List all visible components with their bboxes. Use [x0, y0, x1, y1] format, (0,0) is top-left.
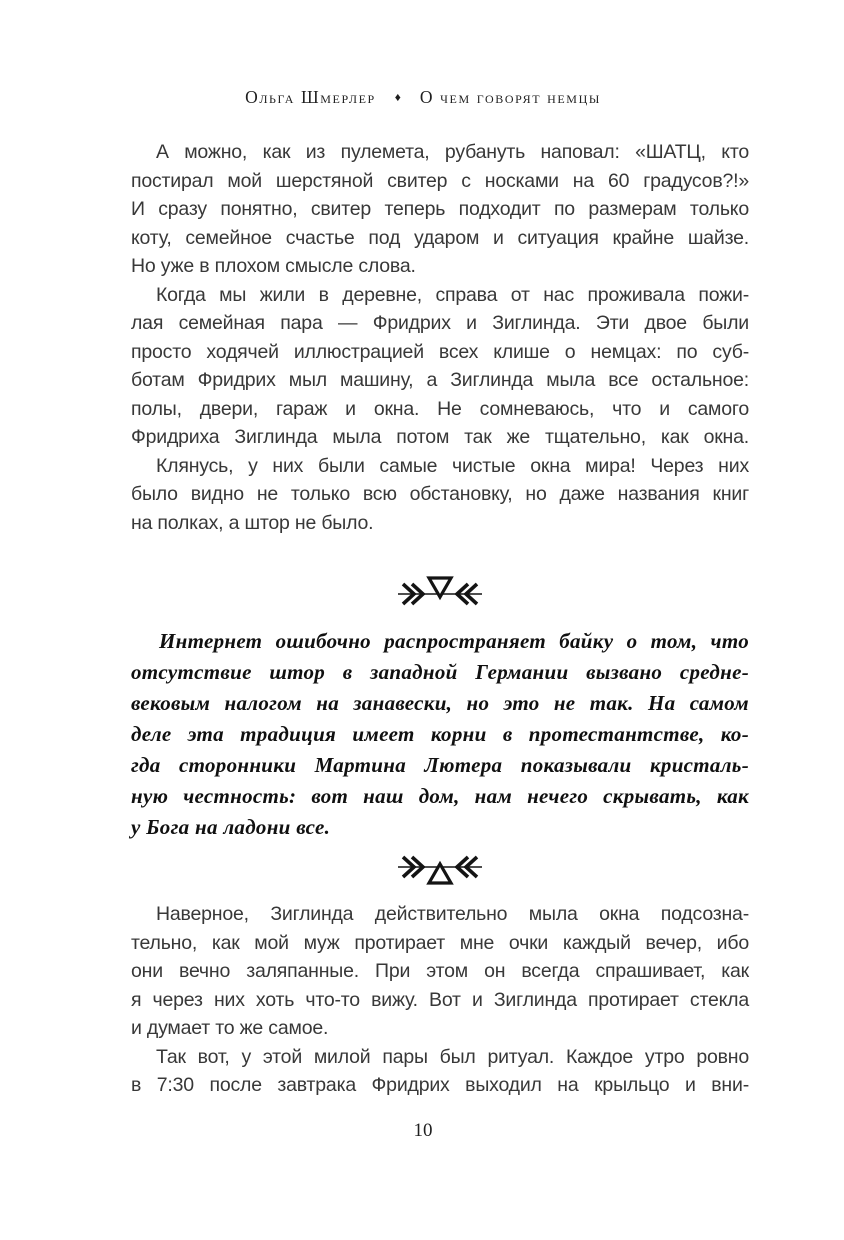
paragraph: [131, 900, 749, 1043]
text-line: ботам Фридрих мыл машину, а Зиглинда мыла все остальное:: [131, 369, 749, 391]
paragraph: [131, 138, 749, 281]
text-line: И сразу понятно, свитер теперь подходит по размерам только: [131, 198, 749, 220]
text-line: в 7:30 после завтрака Фридрих выходил на крыльцо и вни-: [131, 1074, 749, 1096]
text-line: Фридриха Зиглинда мыла потом так же тщательно, как окна.: [131, 426, 749, 448]
text-line: я через них хоть что-то вижу. Вот и Зиглинда протирает стекла: [131, 988, 749, 1011]
paragraph: [131, 1043, 749, 1100]
running-header: [113, 87, 733, 108]
text-line: на полках, а штор не было.: [131, 511, 374, 534]
text-line: и думает то же самое.: [131, 1017, 329, 1039]
text-line: Интернет ошибочно распространяет байку о том, что: [159, 629, 749, 653]
text-line: лая семейная пара — Фридрих и Зиглинда. Эти двое были: [131, 312, 749, 334]
text-line: Когда мы жили в деревне, справа от нас проживала пожи-: [156, 283, 749, 306]
text-line: Наверное, Зиглинда действительно мыла окна подсозна-: [156, 903, 749, 925]
text-line: Так вот, у этой милой пары был ритуал. Каждое утро ровно: [156, 1045, 749, 1068]
paragraph: [131, 452, 749, 538]
text-line: коту, семейное счастье под ударом и ситуация крайне шайзе.: [131, 226, 749, 249]
text-block: [131, 138, 749, 1100]
section-divider-triangle-up-icon: [131, 847, 749, 891]
page-number: 10: [413, 1120, 433, 1141]
text-line: ную честность: вот наш дом, нам нечего скрывать, как: [131, 784, 749, 808]
diamond-separator-icon: ♦: [394, 90, 401, 104]
text-line: Но уже в плохом смысле слова.: [131, 255, 416, 277]
text-line: гда сторонники Мартина Лютера показывали кристаль-: [131, 753, 749, 777]
text-line: постирал мой шерстяной свитер с носками на 60 градусов?!»: [131, 169, 749, 192]
text-line: деле эта традиция имеет корни в протестантстве, ко-: [131, 722, 749, 746]
text-line: Клянусь, у них были самые чистые окна мира! Через них: [156, 454, 749, 477]
header-title: О чем говорят немцы: [419, 87, 601, 107]
text-line: у Бога на ладони все.: [131, 815, 331, 839]
section-divider-triangle-down-icon: [131, 570, 749, 614]
text-line: полы, двери, гараж и окна. Не сомневаюсь, что и самого: [131, 397, 749, 420]
paragraph: [131, 281, 749, 452]
text-line: они вечно заляпанные. При этом он всегда спрашивает, как: [131, 960, 749, 982]
text-line: просто ходячей иллюстрацией всех клише о немцах: по суб-: [131, 340, 749, 363]
text-line: было видно не только всю обстановку, но даже названия книг: [131, 483, 749, 505]
text-line: тельно, как мой муж протирает мне очки каждый вечер, ибо: [131, 931, 749, 954]
text-line: А можно, как из пулемета, рубануть наповал: «ШАТЦ, кто: [156, 141, 749, 163]
text-line: вековым налогом на занавески, но это не так. На самом: [131, 691, 749, 715]
text-line: отсутствие штор в западной Германии вызвано средне-: [131, 660, 749, 684]
header-author: Ольга Шмерлер: [245, 87, 376, 107]
quote-paragraph: [131, 626, 749, 843]
